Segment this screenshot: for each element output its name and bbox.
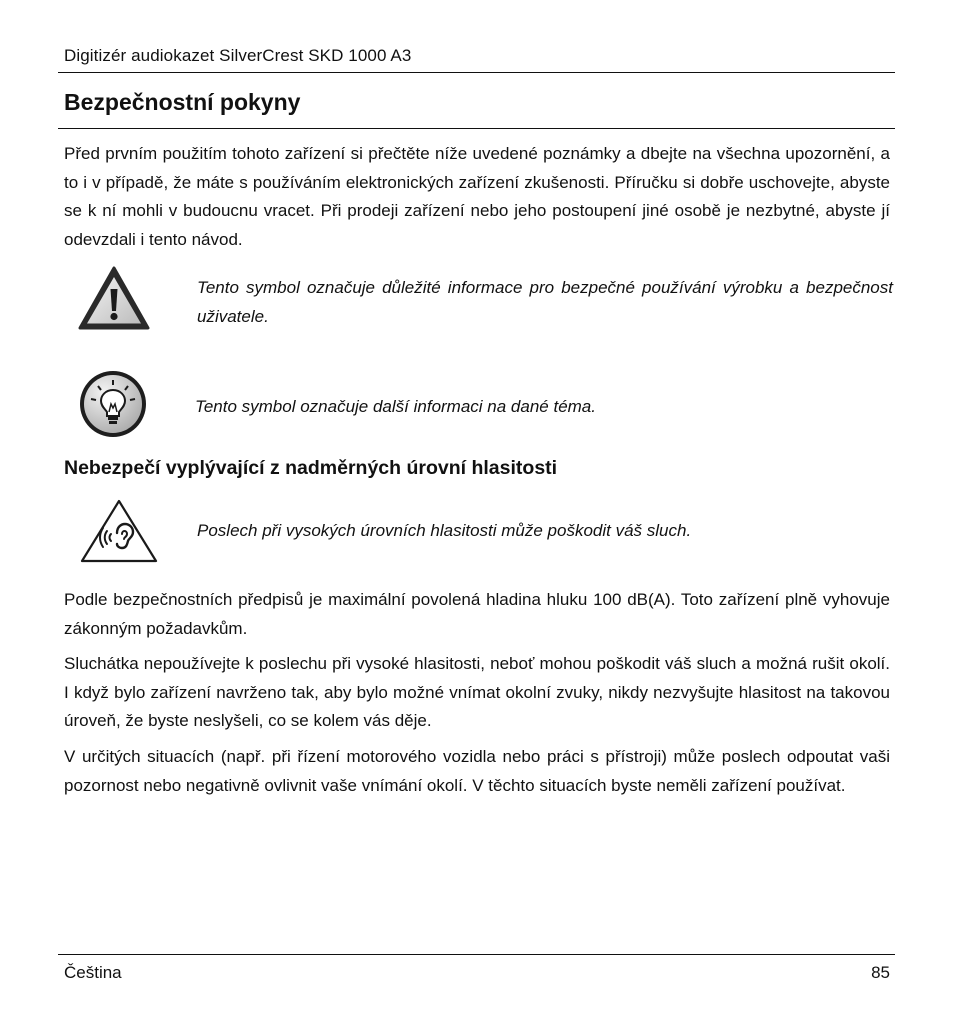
volume-subsection-title: Nebezpečí vyplývající z nadměrných úrovní hlasitosti (64, 457, 558, 479)
footer-rule (58, 954, 895, 955)
volume-paragraph-3: V určitých situacích (např. při řízení motorového vozidla nebo práci s přístroji) může poslech odpoutat vaši pozornost nebo negativně ovlivnit vaše vnímání okolí. V těchto situacích byste neměli zařízení používat. (64, 747, 890, 795)
page-number: 85 (871, 963, 890, 982)
volume-paragraph-1: Podle bezpečnostních předpisů je maximální povolená hladina hluku 100 dB(A). Toto zařízení plně vyhovuje zákonným požadavkům. (64, 590, 890, 638)
section-title-rule (58, 128, 895, 129)
warning-triangle-icon (78, 265, 150, 336)
section-title: Bezpečnostní pokyny (64, 89, 301, 115)
hearing-warning-icon (79, 497, 159, 570)
warning-symbol-text: Tento symbol označuje důležité informace pro bezpečné používání výrobku a bezpečnost uživatele. (197, 278, 893, 326)
intro-paragraph: Před prvním použitím tohoto zařízení si přečtěte níže uvedené poznámky a dbejte na všechna upozornění, a to i v případě, že máte s používáním elektronických zařízení zkušenosti. Příručku si dobře uschovejte, abyste se k ní mohli v budoucnu vracet. Při prodeji zařízení nebo jeho postoupení jiné osobě je nezbytné, abyste jí odevzdali i tento návod. (64, 144, 890, 249)
info-symbol-row (64, 368, 894, 443)
warning-symbol-row (64, 265, 894, 340)
header-rule (58, 72, 895, 73)
info-symbol-text: Tento symbol označuje další informaci na dané téma. (195, 397, 596, 416)
running-header: Digitizér audiokazet SilverCrest SKD 1000 A3 (64, 46, 412, 65)
hearing-warning-row (64, 497, 894, 567)
volume-paragraph-2: Sluchátka nepoužívejte k poslechu při vysoké hlasitosti, neboť mohou poškodit váš sluch a možná rušit okolí. I když bylo zařízení navrženo tak, aby bylo možné vnímat okolní zvuky, nikdy nezvyšujte hlasitost na takovou úroveň, že byste neslyšeli, co se kolem vás děje. (64, 654, 890, 730)
lightbulb-icon (78, 368, 150, 445)
footer-language: Čeština (64, 963, 122, 982)
hearing-warning-text: Poslech při vysokých úrovních hlasitosti může poškodit váš sluch. (197, 521, 692, 540)
